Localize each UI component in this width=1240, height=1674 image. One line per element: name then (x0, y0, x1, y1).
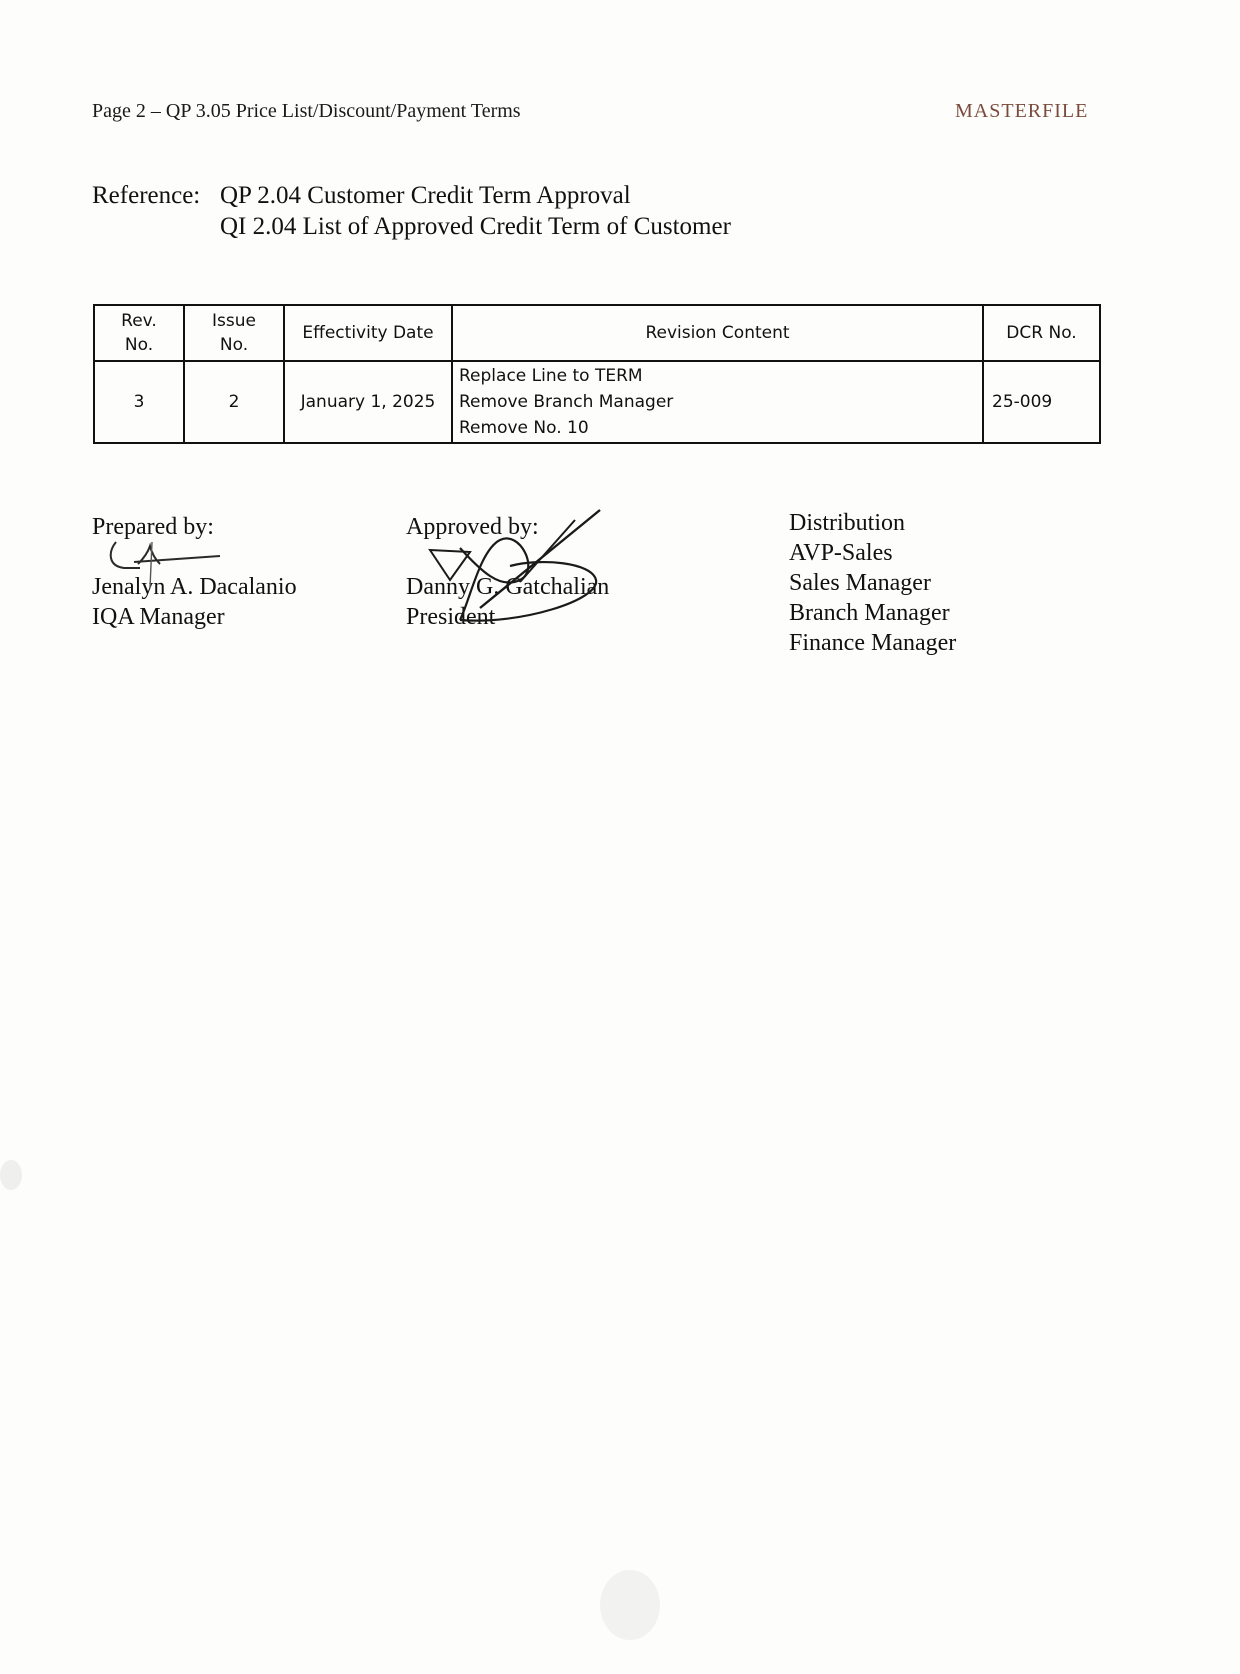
approver-name: Danny G. Gatchalian (406, 574, 610, 600)
distribution-heading: Distribution (789, 510, 906, 536)
cell-issue-no: 2 (184, 361, 284, 443)
distribution-item: AVP-Sales (789, 540, 893, 566)
prepared-by-block (92, 512, 297, 632)
page-header-title: Page 2 – QP 3.05 Price List/Discount/Payment Terms (92, 100, 521, 122)
table-row (94, 361, 1100, 443)
distribution-item: Sales Manager (789, 570, 931, 596)
revision-line: Replace Line to TERM (459, 366, 643, 386)
distribution-item: Finance Manager (789, 630, 957, 656)
cell-effectivity-date: January 1, 2025 (284, 361, 452, 443)
header-effectivity-date: Effectivity Date (284, 305, 452, 361)
header-issue-no: Issue No. (184, 305, 284, 361)
revision-line: Remove No. 10 (459, 418, 589, 438)
reference-block (92, 180, 731, 242)
distribution-block (789, 508, 956, 658)
revision-line: Remove Branch Manager (459, 392, 674, 412)
distribution-item: Branch Manager (789, 600, 950, 626)
table-header-row (94, 305, 1100, 361)
approved-by-block (406, 512, 609, 632)
approver-title: President (406, 604, 496, 630)
cell-revision-content (452, 361, 983, 443)
header-dcr-no: DCR No. (983, 305, 1100, 361)
approved-by-label: Approved by: (406, 514, 539, 540)
reference-item: QP 2.04 Customer Credit Term Approval (220, 182, 631, 209)
prepared-by-label: Prepared by: (92, 514, 214, 540)
cell-rev-no: 3 (94, 361, 184, 443)
reference-list (220, 180, 731, 242)
cell-dcr-no: 25-009 (983, 361, 1100, 443)
preparer-title: IQA Manager (92, 604, 225, 630)
revision-table (93, 304, 1101, 444)
reference-label: Reference: (92, 182, 201, 209)
reference-item: QI 2.04 List of Approved Credit Term of Customer (220, 213, 731, 240)
preparer-name: Jenalyn A. Dacalanio (92, 574, 297, 600)
header-revision-content: Revision Content (452, 305, 983, 361)
paper-smudge (0, 1160, 22, 1190)
paper-smudge (600, 1570, 660, 1640)
masterfile-stamp: MASTERFILE (955, 100, 1089, 122)
header-rev-no: Rev. No. (94, 305, 184, 361)
